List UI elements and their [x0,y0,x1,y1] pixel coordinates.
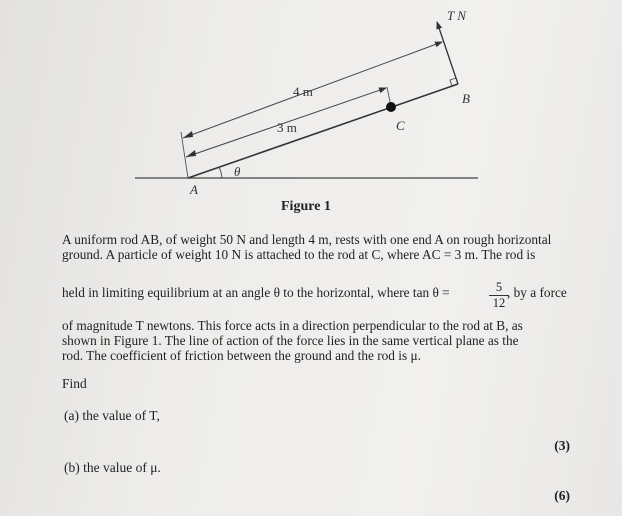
label-point-a: A [190,182,198,197]
tan-fraction [489,281,509,310]
rod-ab [188,84,458,178]
tan-numerator: 5 [495,280,503,294]
question-b: (b) the value of μ. [64,460,161,475]
particle-c [386,102,396,112]
label-angle-theta: θ [234,164,241,179]
angle-theta-arc [219,167,222,178]
label-point-b: B [462,91,470,106]
problem-line-3 [62,285,450,300]
marks-b: (6) [554,488,570,503]
find-label: Find [62,376,87,391]
figure-1-diagram [0,0,622,200]
figure-caption: Figure 1 [281,199,331,214]
problem-line-2: ground. A particle of weight 10 N is attached to the rod at C, where AC = 3 m. The rod is [62,247,536,262]
problem-line-3-end: , by a force [507,285,567,300]
label-point-c: C [396,118,405,133]
marks-a: (3) [554,438,570,453]
tan-denominator: 12 [492,296,506,310]
question-a: (a) the value of T, [64,408,160,423]
problem-line-4: of magnitude T newtons. This force acts in a direction perpendicular to the rod at B, as [62,318,523,333]
label-3m: 3 m [277,120,297,135]
force-t-arrow [437,22,458,84]
problem-line-3-start: held in limiting equilibrium at an angle θ to the horizontal, where tan θ = [62,285,450,300]
problem-line-6: rod. The coefficient of friction between the ground and the rod is μ. [62,348,421,363]
problem-line-1: A uniform rod AB, of weight 50 N and length 4 m, rests with one end A on rough horizontal [62,232,552,247]
label-force-t: T N [447,8,466,23]
label-4m: 4 m [293,84,313,99]
problem-line-5: shown in Figure 1. The line of action of the force lies in the same vertical plane as the [62,333,519,348]
extension-line-a [181,132,188,178]
arrowhead-4m-start [183,131,193,138]
arrowhead-3m-start [186,150,196,157]
